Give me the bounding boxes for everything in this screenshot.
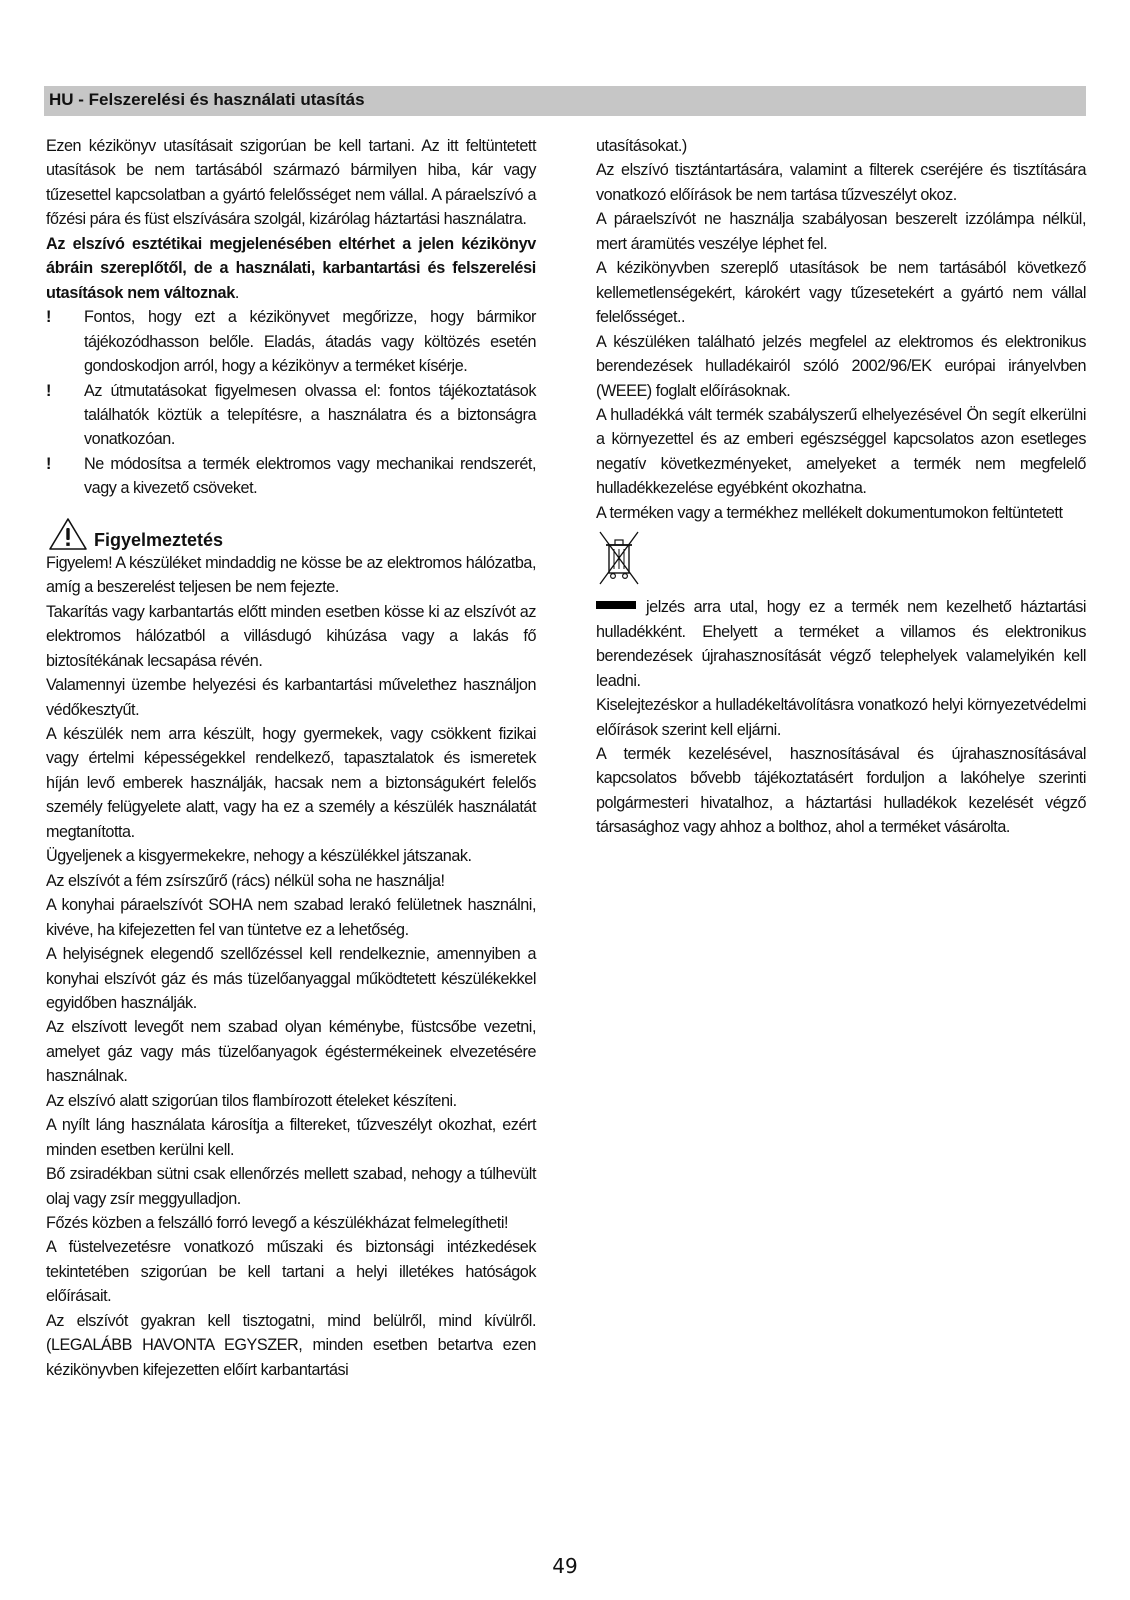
right-paragraph: utasításokat.) <box>596 137 687 155</box>
warning-paragraph: Az elszívót gyakran kell tisztogatni, mind belülről, mind kívülről. (LEGALÁBB HAVONTA EGYSZER, minden esetben betartva ezen kézikönyvben kifejezetten előírt karbantartási <box>46 1311 536 1379</box>
right-paragraph: A termék kezelésével, hasznosításával és újrahasznosításával kapcsolatos bővebb tájékoztatásért forduljon a lakóhelye szerinti polgármesteri hivatalhoz, a háztartási hulladékok kezelését végző társasághoz vagy ahhoz a bolthoz, ahol a terméket vásárolta. <box>596 744 1086 837</box>
intro-notice-text: Az elszívó esztétikai megjelenésében eltérhet a jelen kézikönyv ábráin szereplőtől, de a használati, karbantartási és felszerelési utasítások nem változnak <box>46 234 536 302</box>
exclamation-icon: ! <box>46 381 51 400</box>
intro-notice-end: . <box>234 283 240 302</box>
right-paragraph: A páraelszívót ne használja szabályosan beszerelt izzólámpa nélkül, mert áramütés veszélye léphet fel. <box>596 210 1086 253</box>
right-paragraph <box>596 595 1086 693</box>
crossed-out-bin-icon <box>596 529 642 587</box>
warning-paragraph: Figyelem! A készüléket mindaddig ne kösse be az elektromos hálózatba, amíg a beszerelést teljesen be nem fejezte. <box>46 553 536 597</box>
warning-paragraph: A készülék nem arra készült, hogy gyermekek, vagy csökkent fizikai vagy értelmi képességekkel rendelkező, tapasztalatok és ismeretek híján levő emberek használják, hacsak nem a biztonságukért felelős személy felügyelete alatt, vagy ha ez a személy a készülék használatát megtanította. <box>46 724 536 841</box>
page-number: 49 <box>552 1554 578 1578</box>
right-paragraph: A hulladékká vált termék szabályszerű elhelyezésével Ön segít elkerülni a környezettel és az emberi egészséggel kapcsolatos azon esetleges negatív következményeket, amelyeket a termék nem megfelelő hulladékkezelése egyébként okozhatna. <box>596 405 1086 498</box>
right-column <box>596 134 1086 840</box>
bullet-text: Ne módosítsa a termék elektromos vagy mechanikai rendszerét, vagy a kivezető csöveket. <box>84 454 536 498</box>
section-header <box>44 86 1086 116</box>
warning-paragraph: Bő zsiradékban sütni csak ellenőrzés mellett szabad, nehogy a túlhevült olaj vagy zsír meggyulladjon. <box>46 1165 536 1208</box>
left-column <box>46 134 536 1382</box>
right-paragraph: Az elszívó tisztántartására, valamint a filterek cseréjére és tisztítására vonatkozó előírások be nem tartása tűzveszélyt okoz. <box>596 161 1086 204</box>
warning-paragraph: Ügyeljenek a kisgyermekekre, nehogy a készülékkel játszanak. <box>46 847 472 866</box>
warning-paragraph: A nyílt láng használata károsítja a filtereket, tűzveszélyt okozhat, ezért minden esetben kerülni kell. <box>46 1116 536 1159</box>
warning-paragraph: Valamennyi üzembe helyezési és karbantartási művelethez használjon védőkesztyűt. <box>46 676 536 719</box>
warning-paragraph: A füstelvezetésre vonatkozó műszaki és biztonsági intézkedések tekintetében szigorúan be kell tartani a helyi illetékes hatóságok előírásait. <box>46 1238 536 1306</box>
warning-paragraph: Az elszívó alatt szigorúan tilos flambírozott ételeket készíteni. <box>46 1091 457 1110</box>
warning-paragraph: Az elszívót a fém zsírszűrő (rács) nélkül soha ne használja! <box>46 871 445 890</box>
bullet-text: Az útmutatásokat figyelmesen olvassa el: fontos tájékoztatások találhatók köztük a telepítésre, a használatra és a biztonságra vonatkozóan. <box>84 381 536 449</box>
bullet-item <box>46 379 536 452</box>
warning-paragraph: Takarítás vagy karbantartás előtt minden esetben kösse ki az elszívót az elektromos hálózatból a villásdugó kihúzása vagy a lakás fő biztosítékának lecsapása révén. <box>46 602 536 670</box>
warning-paragraph: Az elszívott levegőt nem szabad olyan kéménybe, füstcsőbe vezetni, amelyet gáz vagy más tüzelőanyagok égéstermékeinek elvezetésére használnak. <box>46 1018 536 1086</box>
bullet-item <box>46 305 536 378</box>
intro-notice <box>46 232 536 305</box>
weee-symbol <box>596 529 1086 587</box>
right-paragraph: A kézikönyvben szereplő utasítások be nem tartásából következő kellemetlenségekért, károkért vagy tűzesetekért a gyártó nem vállal felelősséget.. <box>596 259 1086 327</box>
right-paragraph: A készüléken található jelzés megfelel az elektromos és elektronikus berendezések hulladékairól szóló 2002/96/EK európai irányelvben (WEEE) foglalt előírásoknak. <box>596 332 1086 400</box>
section-title: HU - Felszerelési és használati utasítás <box>49 90 365 109</box>
exclamation-icon: ! <box>46 454 51 473</box>
warning-title: Figyelmeztetés <box>94 530 224 551</box>
right-paragraph: Kiselejtezéskor a hulladékeltávolításra vonatkozó helyi környezetvédelmi előírások szerint kell eljárni. <box>596 696 1086 739</box>
symbol-text: jelzés arra utal, hogy ez a termék nem kezelhető háztartási hulladékként. Ehelyett a terméket a villamos és elektronikus berendezések újrahasznosítását végző telephelyek valamelyikén kell leadni. <box>596 598 1086 690</box>
warning-paragraph: A konyhai páraelszívót SOHA nem szabad lerakó felületnek használni, kivéve, ha kifejezetten fel van tüntetve ez a lehetőség. <box>46 896 536 939</box>
exclamation-icon: ! <box>46 308 51 327</box>
warning-heading <box>46 511 536 551</box>
warning-paragraph: Főzés közben a felszálló forró levegő a készülékházat felmelegítheti! <box>46 1214 509 1233</box>
bullet-item <box>46 452 536 501</box>
warning-triangle-icon <box>48 517 88 551</box>
warning-paragraph: A helyiségnek elegendő szellőzéssel kell rendelkeznie, amennyiben a konyhai elszívót gáz és más tüzelőanyaggal működtetett készülékekkel egyidőben használják. <box>46 945 536 1012</box>
intro-paragraph: Ezen kézikönyv utasításait szigorúan be kell tartani. Az itt feltüntetett utasítások be nem tartásából származó bármilyen hiba, kár vagy tűzesettel kapcsolatban a gyártó felelősséget nem vállal. A páraelszívó a főzési pára és füst elszívására szolgál, kizárólag háztartási használatra. <box>46 137 536 229</box>
right-paragraph: A terméken vagy a termékhez mellékelt dokumentumokon feltüntetett <box>596 503 1063 522</box>
black-bar-symbol <box>596 601 636 609</box>
bullet-text: Fontos, hogy ezt a kézikönyvet megőrizze, hogy bármikor tájékozódhasson belőle. Eladás, átadás vagy költözés esetén gondoskodjon arról, hogy a kézikönyv a terméket kísérje. <box>84 308 536 376</box>
